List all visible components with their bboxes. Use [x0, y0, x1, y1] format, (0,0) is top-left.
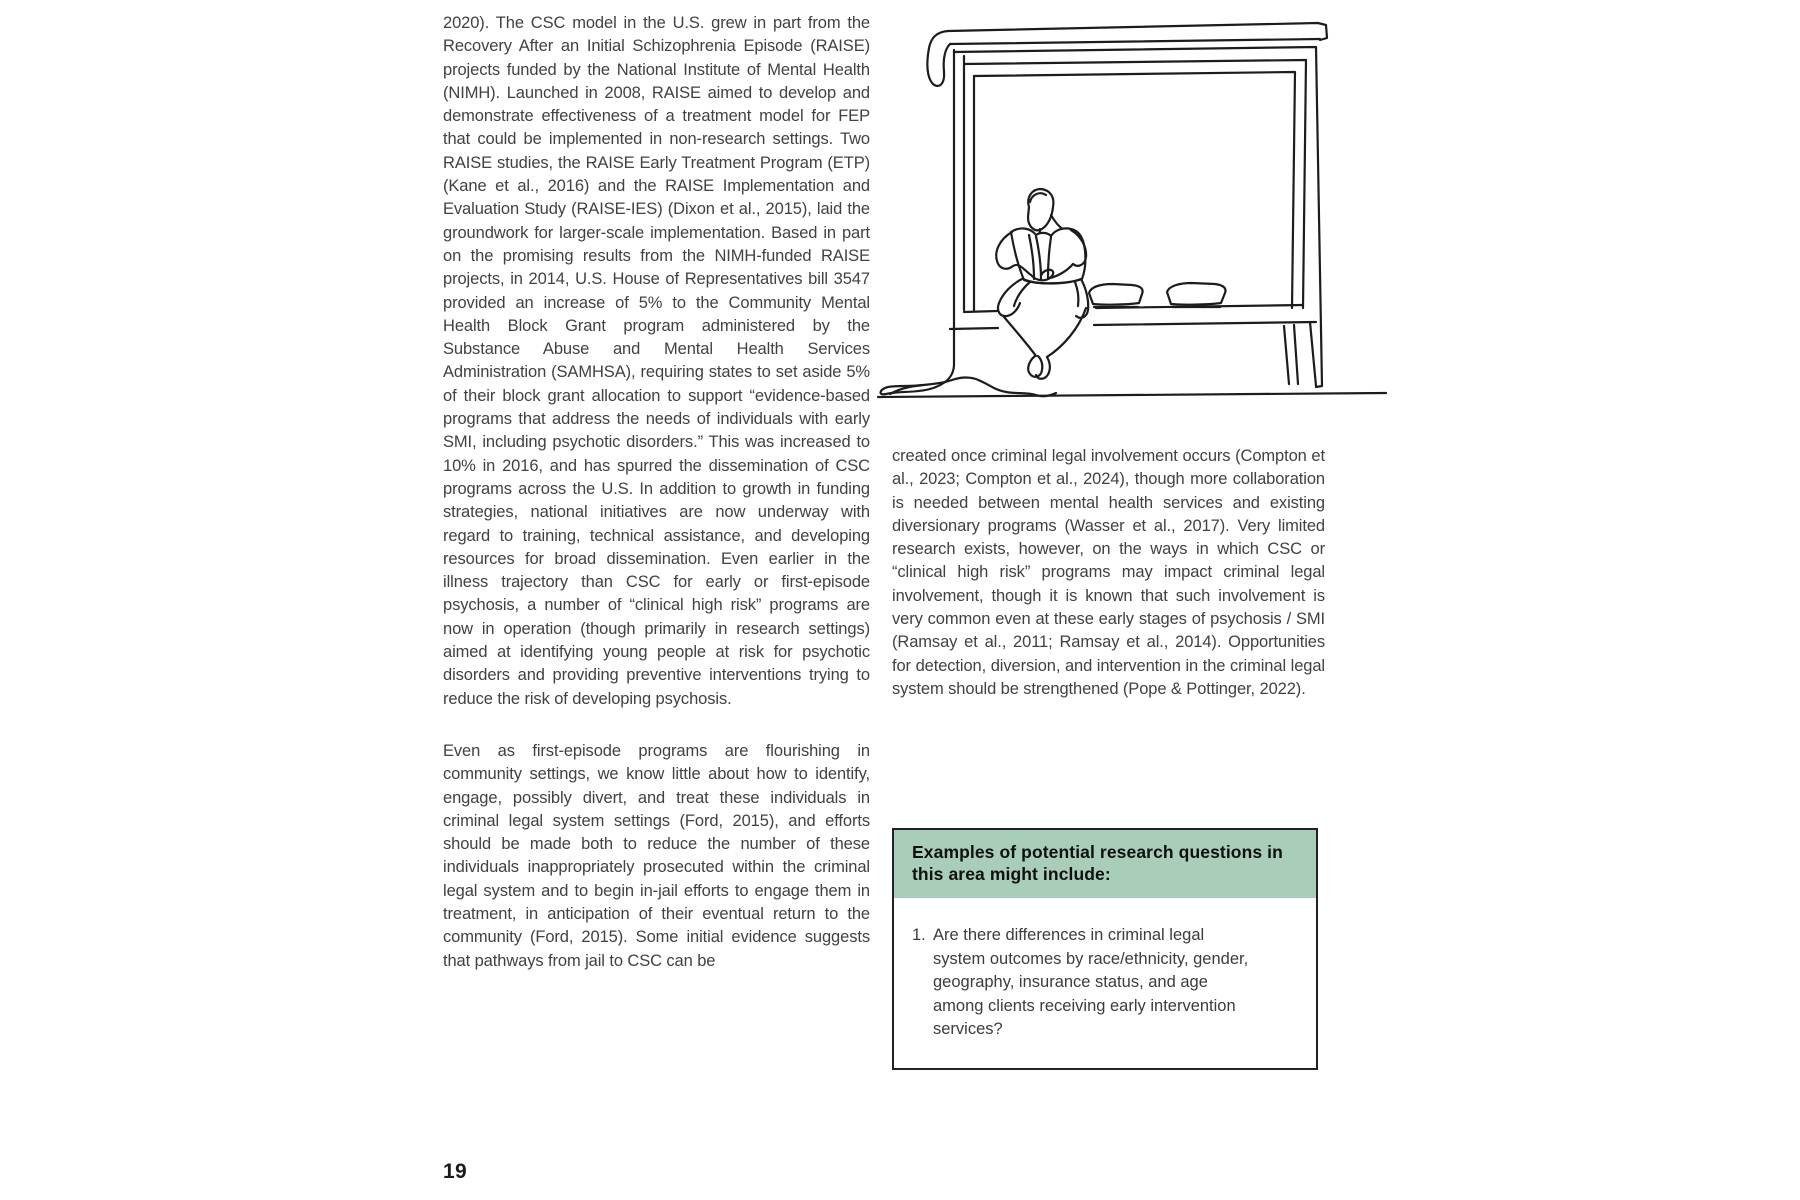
curtain-pool: [890, 377, 1056, 396]
window-frame: [881, 47, 1322, 394]
seated-person: [996, 189, 1088, 379]
body-paragraph: 2020). The CSC model in the U.S. grew in part from the Recovery After an Initial Schizophrenia Episode (RAISE) projects funded by the National Institute of Mental Health (NIMH). Launched in 2008, RAISE aimed to develop and demonstrate effectiveness of a treatment model for FEP that could be implemented in non-research settings. Two RAISE studies, the RAISE Early Treatment Program (ETP) (Kane et al., 2016) and the RAISE Implementation and Evaluation Study (RAISE-IES) (Dixon et al., 2015), laid the groundwork for larger-scale implementation. Based in part on the promising results from the NIMH-funded RAISE projects, in 2014, U.S. House of Representatives bill 3547 provided an increase of 5% to the Community Mental Health Block Grant program administered by the Substance Abuse and Mental Health Services Administration (SAMHSA), requiring states to set aside 5% of their block grant allocation to support “evidence-based programs that address the needs of individuals with early SMI, including psychotic disorders.” This was increased to 10% in 2016, and has spurred the dissemination of CSC programs across the U.S. In addition to growth in funding strategies, national initiatives are now underway with regard to training, technical assistance, and developing resources for broad dissemination. Even earlier in the illness trajectory than CSC for early or first-episode psychosis, a number of “clinical high risk” programs are now in operation (though primarily in research settings) aimed at identifying young people at risk for psychotic disorders and providing preventive interventions trying to reduce the risk of developing psychosis.: [443, 14, 870, 708]
research-question-item: [912, 924, 1258, 1042]
right-text-column: [892, 445, 1325, 701]
research-questions-box: [892, 828, 1318, 1070]
research-box-body: [894, 898, 1316, 1068]
left-text-column: [443, 12, 870, 973]
research-box-header: Examples of potential research questions in this area might include:: [894, 830, 1316, 898]
item-number: 1.: [912, 926, 926, 944]
body-paragraph: created once criminal legal involvement occurs (Compton et al., 2023; Compton et al., 2024), though more collaboration is needed between mental health services and existing diversionary programs (Wasser et al., 2017). Very limited research exists, however, on the ways in which CSC or “clinical high risk” programs may impact criminal legal involvement, though it is known that such involvement is very common even at these early stages of psychosis / SMI (Ramsay et al., 2011; Ramsay et al., 2014). Opportunities for detection, diversion, and intervention in the criminal legal system should be strengthened (Pope & Pottinger, 2022).: [892, 447, 1325, 698]
floor-line: [878, 393, 1386, 397]
item-text: Are there differences in criminal legal system outcomes by race/ethnicity, gender, geography, insurance status, and age among clients receiving early intervention services?: [933, 926, 1249, 1038]
page-number: 19: [443, 1160, 467, 1183]
body-paragraph: Even as first-episode programs are flourishing in community settings, we know little about how to identify, engage, possibly divert, and treat these individuals in criminal legal system settings (Ford, 2015), and efforts should be made both to reduce the number of these individuals inappropriately prosecuted within the criminal legal system and to begin in-jail efforts to engage them in treatment, in anticipation of their eventual return to the community (Ford, 2015). Some initial evidence suggests that pathways from jail to CSC can be: [443, 741, 870, 970]
pillows: [1089, 283, 1226, 307]
person-on-bench-illustration: [870, 16, 1395, 408]
